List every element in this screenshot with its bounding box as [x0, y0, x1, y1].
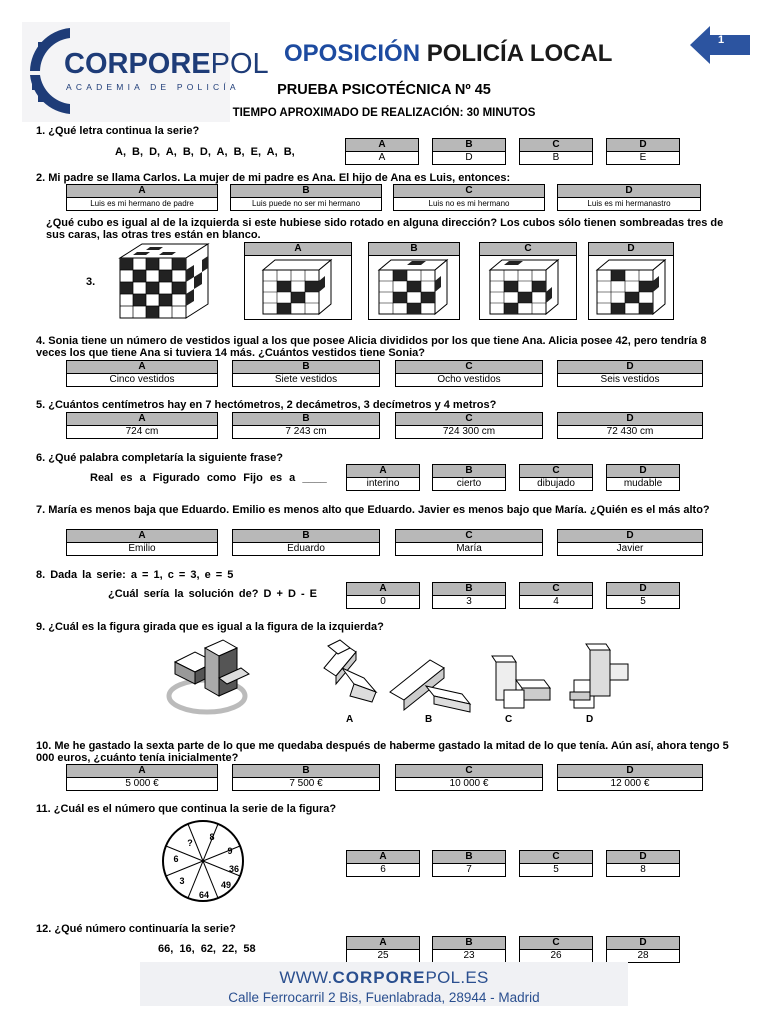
q1-option-a[interactable] — [345, 138, 419, 165]
option-value: 5 000 € — [125, 778, 159, 789]
option-value: 8 — [640, 864, 646, 875]
option-letter: B — [233, 361, 379, 374]
q3-option-d[interactable] — [588, 242, 674, 320]
wheel-value-3: 9 — [227, 846, 233, 856]
q1-series: A, B, D, A, B, D, A, B, E, A, B, — [115, 146, 295, 158]
option-letter: C — [396, 765, 542, 778]
option-value: Javier — [616, 543, 644, 554]
option-value: 25 — [377, 950, 389, 961]
option-letter: A — [67, 185, 217, 198]
q8-text: 8. Dada la serie: a = 1, c = 3, e = 5 — [36, 569, 234, 581]
cube-a-icon — [245, 256, 351, 318]
option-value: mudable — [623, 478, 663, 489]
option-letter: C — [480, 243, 576, 256]
option-letter: B — [433, 139, 505, 152]
q6-text: 6. ¿Qué palabra completaría la siguiente frase? — [36, 452, 283, 464]
q7-option-d[interactable] — [557, 529, 703, 556]
option-value: 0 — [380, 596, 386, 607]
web-brand: CORPORE — [332, 968, 426, 987]
title-part-b: POLICÍA LOCAL — [426, 40, 613, 67]
q11-option-c[interactable] — [519, 850, 593, 877]
q11-text: 11. ¿Cuál es el número que continua la serie de la figura? — [36, 803, 337, 815]
option-value: 72 430 cm — [606, 426, 654, 437]
page-title — [284, 40, 612, 68]
q2-text: 2. Mi padre se llama Carlos. La mujer de mi padre es Ana. El hijo de Ana es Luis, entonces: — [36, 172, 511, 184]
option-value: 5 — [553, 864, 559, 875]
option-letter: D — [558, 413, 702, 426]
option-letter: D — [558, 185, 700, 198]
q7-text: 7. María es menos baja que Eduardo. Emilio es menos alto que Eduardo. Javier es menos bajo que María. ¿Quién es el más alto? — [36, 504, 710, 516]
q10-option-a[interactable] — [66, 764, 218, 791]
logo-subtitle: ACADEMIA DE POLICÍA — [66, 82, 240, 92]
option-letter: B — [231, 185, 381, 198]
option-value: dibujado — [537, 478, 575, 489]
q11-option-d[interactable] — [606, 850, 680, 877]
q9-text: 9. ¿Cuál es la figura girada que es igual a la figura de la izquierda? — [36, 621, 384, 633]
q2-option-d[interactable] — [557, 184, 701, 211]
option-letter: A — [346, 139, 418, 152]
option-letter: D — [607, 139, 679, 152]
option-letter: D — [558, 530, 702, 543]
option-letter: B — [433, 583, 505, 596]
web-suffix: POL.ES — [425, 968, 489, 987]
footer-address: Calle Ferrocarril 2 Bis, Fuenlabrada, 28944 - Madrid — [228, 990, 540, 1005]
q5-option-c[interactable] — [395, 412, 543, 439]
option-value: 724 cm — [125, 426, 159, 437]
q8-option-c[interactable] — [519, 582, 593, 609]
option-value: 5 — [640, 596, 646, 607]
q11-option-b[interactable] — [432, 850, 506, 877]
option-letter: D — [607, 851, 679, 864]
option-letter: C — [520, 851, 592, 864]
option-value: 28 — [637, 950, 649, 961]
option-letter: C — [520, 465, 592, 478]
option-value: Eduardo — [287, 543, 325, 554]
wheel-value-6: 64 — [198, 890, 210, 900]
option-value: interino — [366, 478, 400, 489]
page-number: 1 — [718, 34, 725, 46]
option-letter: C — [396, 413, 542, 426]
q7-option-b[interactable] — [232, 529, 380, 556]
logo-name-pol: POL — [210, 48, 269, 80]
option-value: D — [465, 152, 473, 163]
q12-option-a[interactable] — [346, 936, 420, 963]
option-value: Siete vestidos — [274, 374, 338, 385]
q6-option-b[interactable] — [432, 464, 506, 491]
option-value: 10 000 € — [449, 778, 489, 789]
q3-text: ¿Qué cubo es igual al de la izquierda si este hubiese sido rotado en alguna dirección? Los cubos sólo tienen sombreadas tres de sus caras, las otras tres están en blanco. — [46, 217, 724, 241]
q2-option-c[interactable] — [393, 184, 545, 211]
q3-option-b[interactable] — [368, 242, 460, 320]
option-letter: A — [347, 465, 419, 478]
option-letter: C — [396, 361, 542, 374]
option-value: 3 — [466, 596, 472, 607]
option-letter: C — [396, 530, 542, 543]
q3-option-c[interactable] — [479, 242, 577, 320]
q9-label-a: A — [346, 714, 354, 725]
q12-option-c[interactable] — [519, 936, 593, 963]
option-value: María — [456, 543, 482, 554]
q9-figure-c[interactable] — [486, 650, 556, 712]
option-letter: A — [347, 583, 419, 596]
q5-option-a[interactable] — [66, 412, 218, 439]
q8-question: ¿Cuál sería la solución de? D + D - E — [108, 588, 318, 600]
q10-text: 10. Me he gastado la sexta parte de lo que me quedaba después de haberme gastado la mitad de lo que tenía. Aún así, ahora tengo 5 000 euros, ¿cuánto tenía inicialmente? — [36, 740, 729, 764]
wheel-value-7: 3 — [179, 876, 185, 886]
option-letter: D — [607, 583, 679, 596]
q11-number-wheel — [160, 818, 246, 904]
q10-option-c[interactable] — [395, 764, 543, 791]
test-title: PRUEBA PSICOTÉCNICA Nº 45 — [277, 82, 491, 98]
q6-option-c[interactable] — [519, 464, 593, 491]
option-value: B — [552, 152, 560, 163]
option-letter: A — [245, 243, 351, 256]
q8-option-b[interactable] — [432, 582, 506, 609]
option-letter: A — [347, 851, 419, 864]
q10-option-d[interactable] — [557, 764, 703, 791]
option-letter: D — [558, 765, 702, 778]
option-value: 6 — [380, 864, 386, 875]
q3-number: 3. — [86, 276, 96, 288]
option-letter: A — [67, 530, 217, 543]
q12-option-d[interactable] — [606, 936, 680, 963]
web-prefix: WWW. — [279, 968, 333, 987]
q9-figure-b[interactable] — [386, 656, 474, 714]
q8-option-d[interactable] — [606, 582, 680, 609]
q4-option-a[interactable] — [66, 360, 218, 387]
option-letter: A — [67, 361, 217, 374]
option-value: 7 243 cm — [285, 426, 327, 437]
option-letter: D — [589, 243, 673, 256]
logo-name: CORPORE — [64, 48, 211, 80]
q6-option-a[interactable] — [346, 464, 420, 491]
q5-option-b[interactable] — [232, 412, 380, 439]
option-value: 7 500 € — [289, 778, 323, 789]
q3-reference-cube — [118, 242, 210, 320]
q1-text: 1. ¿Qué letra continua la serie? — [36, 125, 200, 137]
option-letter: B — [233, 765, 379, 778]
option-value: 7 — [466, 864, 472, 875]
option-value: E — [639, 152, 647, 163]
wheel-value-1: ? — [187, 838, 193, 848]
q4-option-c[interactable] — [395, 360, 543, 387]
option-letter: B — [369, 243, 459, 256]
q5-option-d[interactable] — [557, 412, 703, 439]
option-value: 724 300 cm — [442, 426, 496, 437]
q5-text: 5. ¿Cuántos centímetros hay en 7 hectómetros, 2 decámetros, 3 decímetros y 4 metros? — [36, 399, 497, 411]
wheel-value-4: 36 — [228, 864, 240, 874]
q4-option-b[interactable] — [232, 360, 380, 387]
option-value: Emilio — [128, 543, 156, 554]
q9-figure-d[interactable] — [566, 640, 634, 712]
cube-b-icon — [369, 256, 459, 318]
q12-text: 12. ¿Qué número continuaría la serie? — [36, 923, 236, 935]
option-letter: B — [233, 413, 379, 426]
q12-option-b[interactable] — [432, 936, 506, 963]
time-note: TIEMPO APROXIMADO DE REALIZACIÓN: 30 MINUTOS — [232, 107, 536, 119]
option-value: Seis vestidos — [600, 374, 660, 385]
option-value: Ocho vestidos — [437, 374, 501, 385]
title-part-a: OPOSICIÓN — [284, 40, 421, 67]
q12-series: 66, 16, 62, 22, 58 — [158, 943, 256, 955]
option-value: Cinco vestidos — [109, 374, 175, 385]
q1-option-c[interactable] — [519, 138, 593, 165]
wheel-value-8: 6 — [173, 854, 179, 864]
q7-option-a[interactable] — [66, 529, 218, 556]
logo-wordmark — [64, 48, 269, 81]
option-value: A — [378, 152, 386, 163]
q9-label-c: C — [505, 714, 513, 725]
cube-d-icon — [589, 256, 673, 318]
wheel-value-5: 49 — [220, 880, 232, 890]
option-letter: B — [433, 937, 505, 950]
option-value: Luis no es mi hermano — [428, 199, 510, 208]
q8-option-a[interactable] — [346, 582, 420, 609]
q9-figure-a[interactable] — [320, 638, 382, 714]
option-letter: B — [233, 530, 379, 543]
q11-option-a[interactable] — [346, 850, 420, 877]
q9-reference-figure — [165, 638, 251, 720]
option-letter: C — [394, 185, 544, 198]
option-letter: D — [607, 465, 679, 478]
q4-text: 4. Sonia tiene un número de vestidos igual a los que posee Alicia divididos por los que tiene Ana. Alicia posee 42, pero tendría 8 veces los que tiene Ana si tuviera 14 más. ¿Cuántos vestidos tiene Sonia? — [36, 335, 707, 359]
option-letter: C — [520, 937, 592, 950]
option-letter: C — [520, 139, 592, 152]
wheel-value-2: 8 — [209, 832, 215, 842]
option-letter: B — [433, 851, 505, 864]
option-letter: A — [67, 765, 217, 778]
option-value: Luis puede no ser mi hermano — [251, 199, 361, 208]
q3-options-area — [244, 242, 676, 320]
q6-phrase: Real es a Figurado como Fijo es a ____ — [90, 472, 327, 484]
q7-option-c[interactable] — [395, 529, 543, 556]
q3-option-a[interactable] — [244, 242, 352, 320]
option-value: cierto — [456, 478, 482, 489]
q6-option-d[interactable] — [606, 464, 680, 491]
option-value: 26 — [550, 950, 562, 961]
option-value: 4 — [553, 596, 559, 607]
option-value: Luis es mi hermano de padre — [90, 199, 194, 208]
q9-label-b: B — [425, 714, 433, 725]
option-letter: B — [433, 465, 505, 478]
cube-c-icon — [480, 256, 576, 318]
q2-option-a[interactable] — [66, 184, 218, 211]
option-letter: D — [607, 937, 679, 950]
option-value: 23 — [463, 950, 475, 961]
q2-option-b[interactable] — [230, 184, 382, 211]
option-letter: A — [347, 937, 419, 950]
option-value: 12 000 € — [610, 778, 650, 789]
footer-website[interactable] — [0, 968, 768, 988]
option-letter: C — [520, 583, 592, 596]
option-letter: A — [67, 413, 217, 426]
q4-option-d[interactable] — [557, 360, 703, 387]
option-letter: D — [558, 361, 702, 374]
q9-label-d: D — [586, 714, 594, 725]
q10-option-b[interactable] — [232, 764, 380, 791]
q1-option-d[interactable] — [606, 138, 680, 165]
option-value: Luis es mi hermanastro — [587, 199, 671, 208]
q1-option-b[interactable] — [432, 138, 506, 165]
